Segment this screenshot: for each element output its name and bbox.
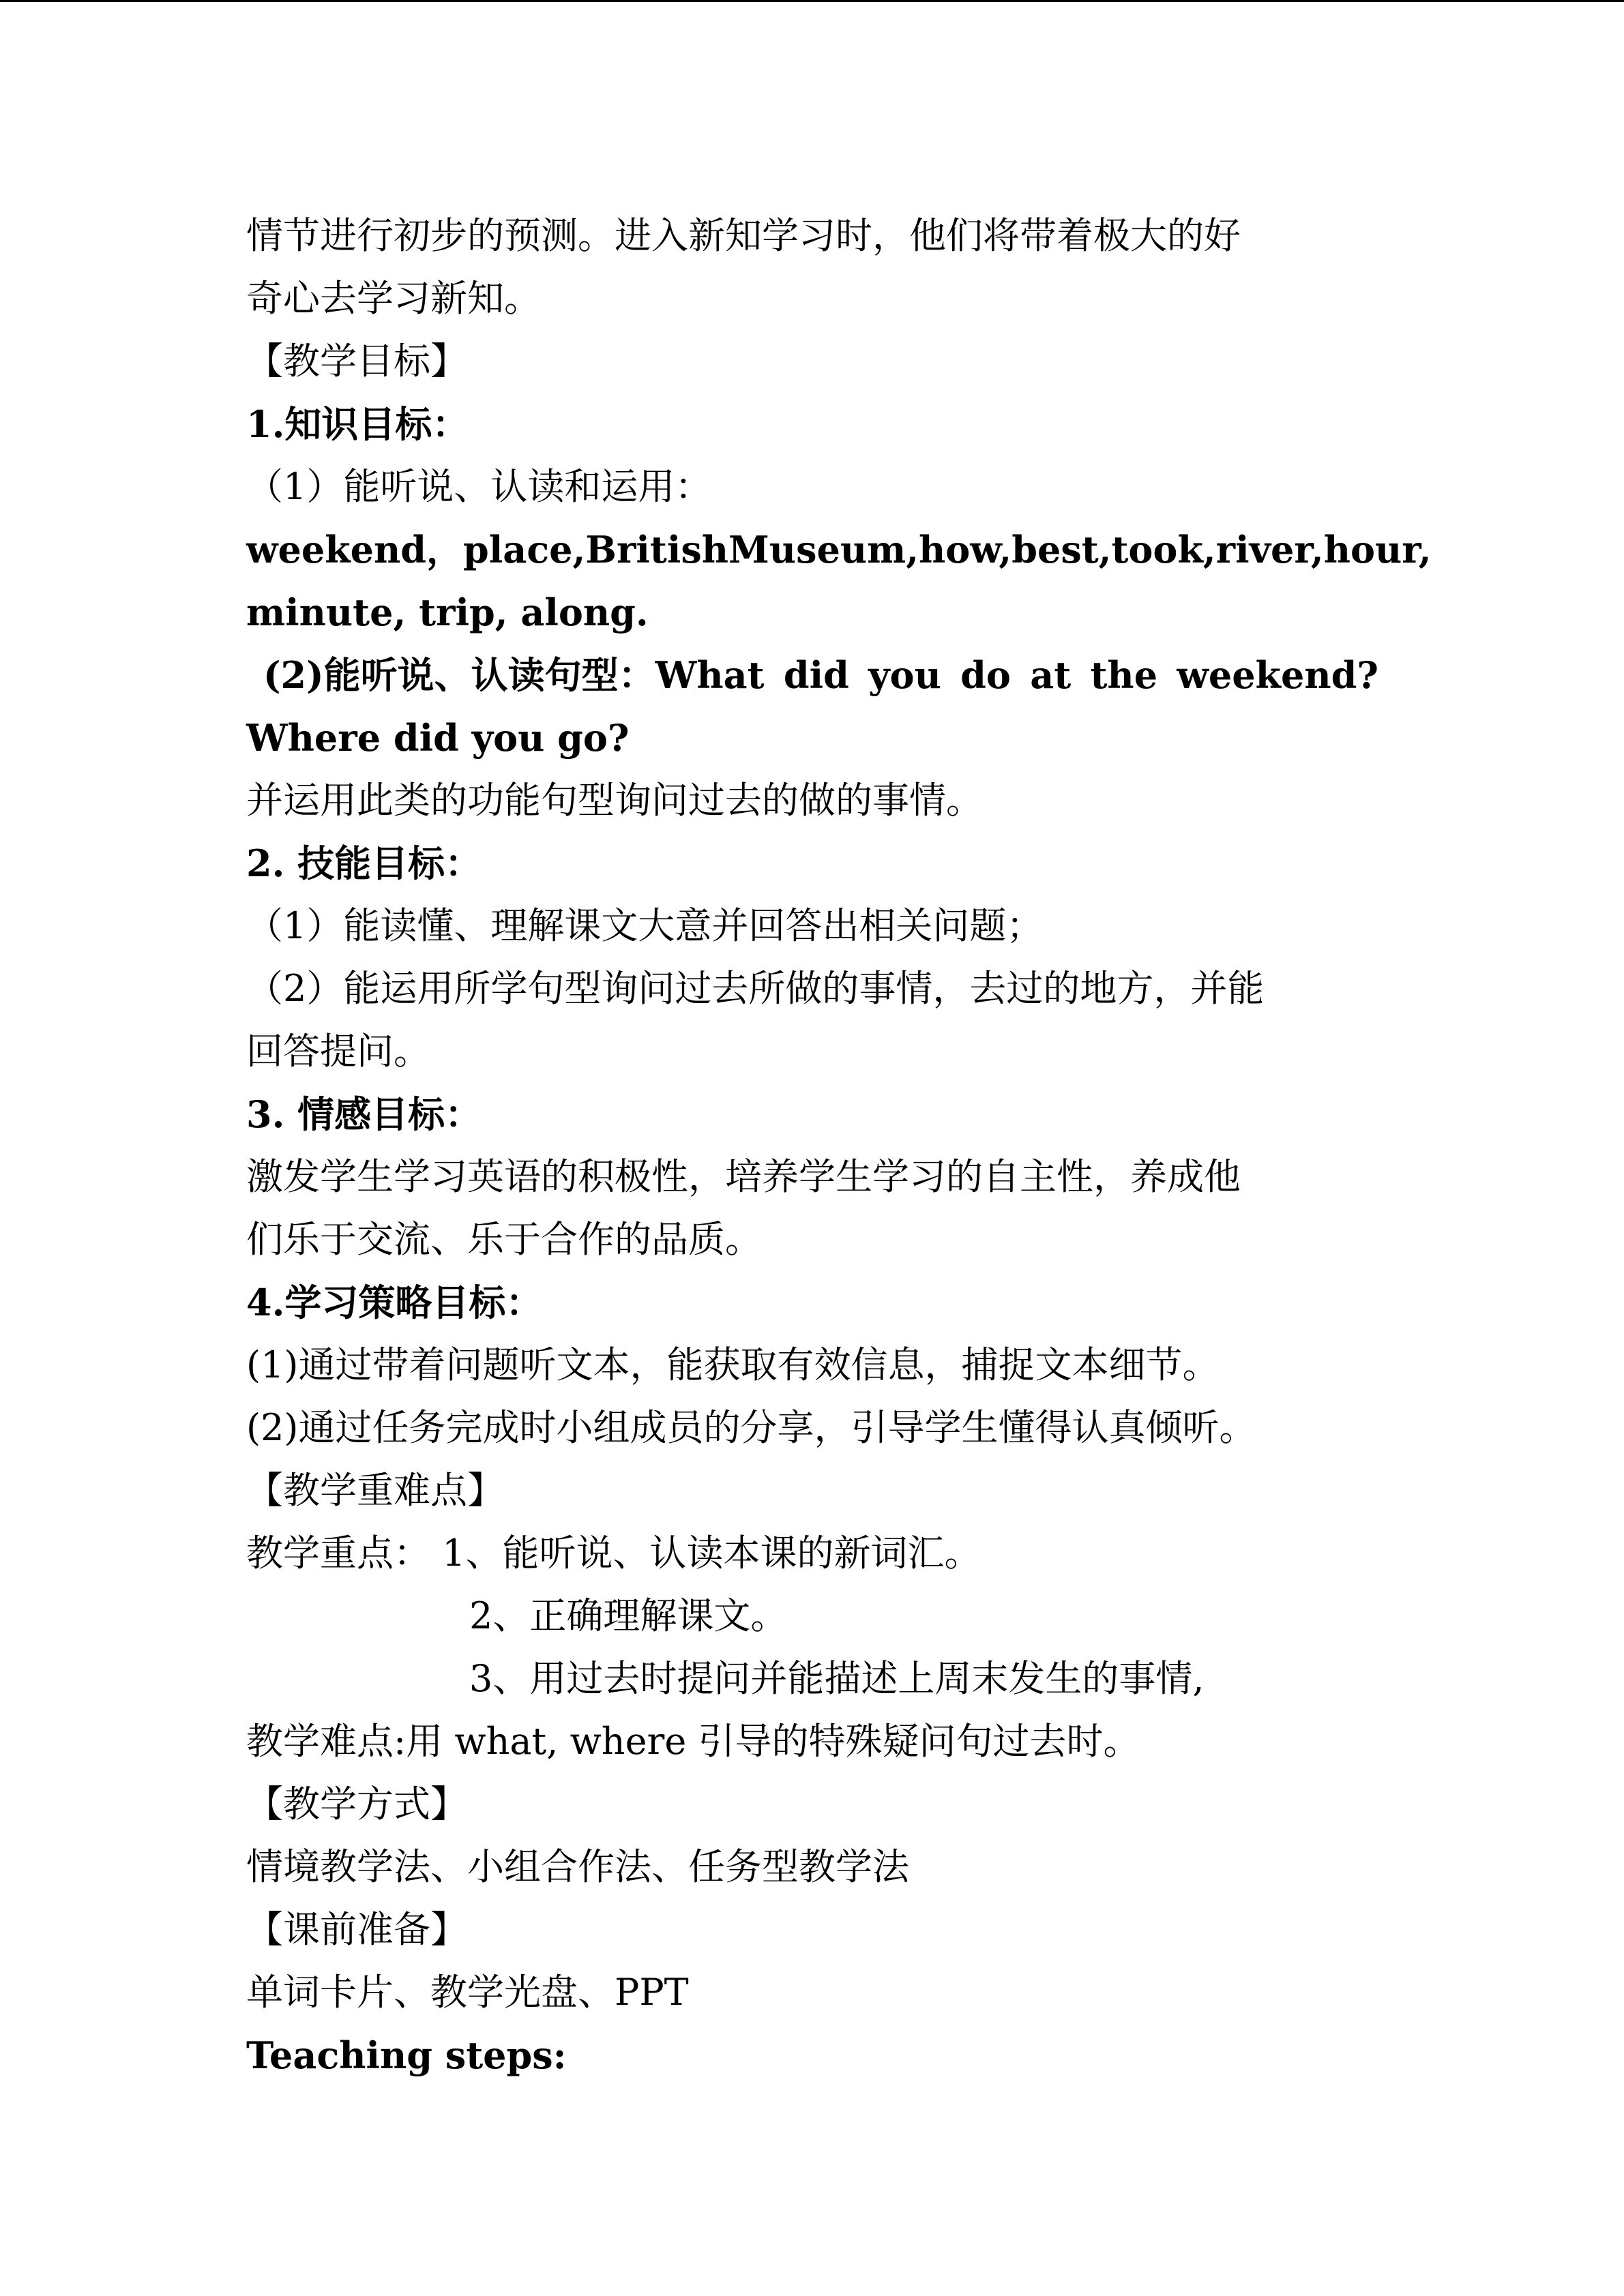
key-point-line: 2、正确理解课文。 bbox=[469, 1594, 788, 1637]
list-item: （2）能运用所学句型询问过去所做的事情，去过的地方，并能 bbox=[246, 967, 1265, 1010]
vocab-word: Museum, bbox=[728, 528, 919, 571]
paragraph-line: 情境教学法、小组合作法、任务型教学法 bbox=[246, 1845, 909, 1888]
subsection-heading: 2. 技能目标： bbox=[246, 841, 482, 885]
paragraph-line: 回答提问。 bbox=[246, 1030, 430, 1073]
steps-heading: Teaching steps: bbox=[246, 2033, 567, 2077]
vocab-word: British bbox=[585, 528, 729, 571]
section-heading: 【教学目标】 bbox=[246, 340, 467, 383]
list-item: （1）能读懂、理解课文大意并回答出相关问题； bbox=[246, 904, 1044, 947]
paragraph-line: 奇心去学习新知。 bbox=[246, 277, 541, 320]
sentence-word: did bbox=[783, 653, 849, 697]
sentence-pattern-line bbox=[246, 644, 1378, 706]
sentence-word: you bbox=[868, 653, 941, 697]
difficulty-line: 教学难点:用 what, where 引导的特殊疑问句过去时。 bbox=[246, 1720, 1140, 1763]
key-point-line: 教学重点： 1、能听说、认读本课的新词汇。 bbox=[246, 1532, 981, 1575]
list-item: （1）能听说、认读和运用： bbox=[246, 465, 712, 508]
section-heading: 【课前准备】 bbox=[246, 1908, 467, 1951]
vocabulary-line: minute, trip, along. bbox=[246, 591, 649, 634]
paragraph-line: 并运用此类的功能句型询问过去的做的事情。 bbox=[246, 779, 983, 822]
sentence-word: (2)能听说、认读句型：What bbox=[263, 653, 765, 697]
key-point-line: 3、用过去时提问并能描述上周末发生的事情, bbox=[469, 1657, 1205, 1700]
sentence-word: the bbox=[1090, 653, 1158, 697]
section-heading: 【教学方式】 bbox=[246, 1783, 467, 1825]
vocab-word: took, bbox=[1111, 528, 1216, 571]
section-heading: 【教学重难点】 bbox=[246, 1469, 504, 1512]
vocab-word: hour, bbox=[1323, 528, 1432, 571]
vocab-word: how, bbox=[919, 528, 1012, 571]
paragraph-line: 激发学生学习英语的积极性，培养学生学习的自主性，养成他 bbox=[246, 1155, 1241, 1198]
paragraph-line: 情节进行初步的预测。进入新知学习时，他们将带着极大的好 bbox=[246, 214, 1241, 257]
sentence-word: weekend? bbox=[1177, 653, 1378, 697]
list-item: (1)通过带着问题听文本，能获取有效信息，捕捉文本细节。 bbox=[246, 1343, 1220, 1386]
vocab-word: weekend，place, bbox=[246, 528, 586, 571]
sentence-word: at bbox=[1030, 653, 1072, 697]
vocab-word: river, bbox=[1215, 528, 1324, 571]
sentence-pattern-line: Where did you go? bbox=[246, 716, 630, 760]
sentence-word: do bbox=[960, 653, 1011, 697]
vocabulary-line bbox=[246, 518, 1432, 581]
vocab-word: best, bbox=[1012, 528, 1112, 571]
subsection-heading: 4.学习策略目标： bbox=[246, 1281, 543, 1324]
subsection-heading: 3. 情感目标： bbox=[246, 1092, 482, 1136]
paragraph-line: 们乐于交流、乐于合作的品质。 bbox=[246, 1218, 762, 1261]
page-top-border bbox=[0, 0, 1624, 2]
list-item: (2)通过任务完成时小组成员的分享，引导学生懂得认真倾听。 bbox=[246, 1406, 1256, 1449]
paragraph-line: 单词卡片、教学光盘、PPT bbox=[246, 1971, 689, 2014]
subsection-heading: 1.知识目标： bbox=[246, 402, 469, 446]
